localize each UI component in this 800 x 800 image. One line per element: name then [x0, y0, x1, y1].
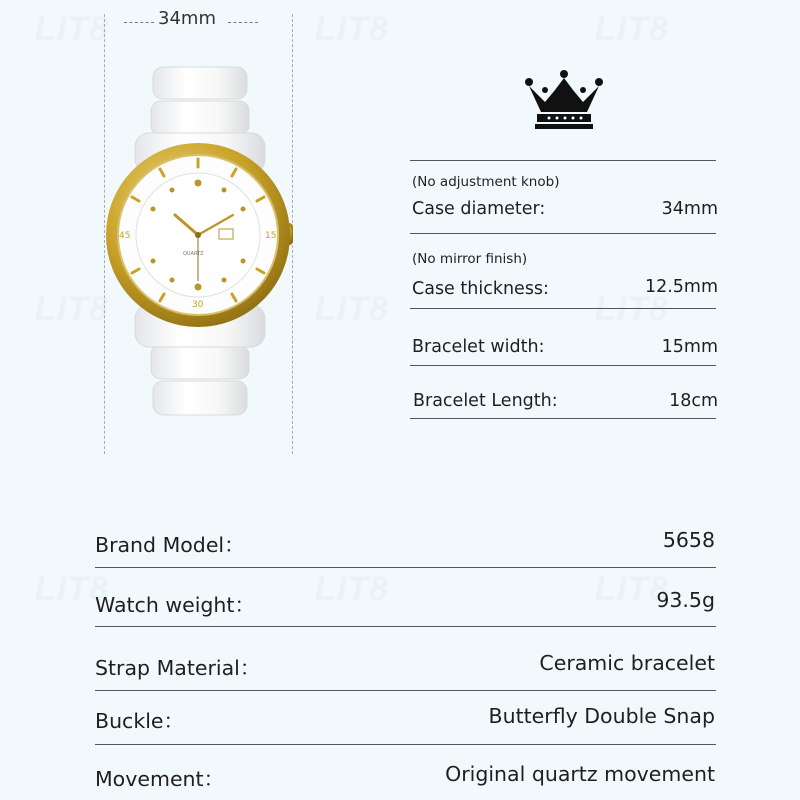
- dimension-line-right: [228, 22, 258, 23]
- divider: [95, 567, 716, 568]
- dial-text: QUARTZ: [183, 251, 204, 257]
- dimension-label: 34mm: [158, 8, 216, 29]
- spec-label: Brand Model：: [95, 533, 245, 557]
- bezel-number-15: 15: [265, 231, 277, 241]
- watch-image: [95, 55, 305, 435]
- spec-value: Original quartz movement: [445, 762, 715, 786]
- divider: [95, 690, 716, 691]
- spec-label: Buckle：: [95, 709, 185, 733]
- spec-value: 93.5g: [656, 588, 715, 612]
- spec-label: Movement：: [95, 767, 225, 791]
- spec-label: Watch weight：: [95, 593, 255, 617]
- spec-note: (No mirror finish): [412, 251, 528, 267]
- watermark-logo: LIT8: [595, 290, 669, 328]
- watermark-logo: LIT8: [315, 570, 389, 608]
- watermark-logo: LIT8: [35, 10, 109, 48]
- bezel-number-30: 30: [192, 300, 204, 310]
- spec-note: (No adjustment knob): [412, 174, 560, 190]
- watermark-logo: LIT8: [595, 10, 669, 48]
- spec-label: Case diameter:: [412, 199, 546, 219]
- spec-value: 34mm: [661, 199, 718, 219]
- spec-label: Bracelet width:: [412, 337, 545, 357]
- crown-icon: [523, 68, 605, 130]
- divider: [410, 418, 716, 419]
- divider: [410, 233, 716, 234]
- watermark-logo: LIT8: [315, 10, 389, 48]
- divider: [95, 744, 716, 745]
- spec-label: Bracelet Length:: [413, 391, 558, 411]
- divider: [95, 626, 716, 627]
- divider: [410, 308, 716, 309]
- spec-value: 15mm: [661, 337, 718, 357]
- bezel-number-45: 45: [119, 231, 131, 241]
- spec-label: Case thickness:: [412, 279, 549, 299]
- watermark-logo: LIT8: [35, 290, 109, 328]
- divider: [410, 365, 716, 366]
- spec-value: Ceramic bracelet: [539, 651, 715, 675]
- spec-value: Butterfly Double Snap: [488, 704, 715, 728]
- watermark-logo: LIT8: [35, 570, 109, 608]
- dimension-line-left: [124, 22, 154, 23]
- spec-value: 5658: [662, 528, 715, 552]
- divider: [410, 160, 716, 161]
- watermark-logo: LIT8: [595, 570, 669, 608]
- spec-value: 12.5mm: [644, 277, 718, 297]
- spec-label: Strap Material：: [95, 656, 261, 680]
- watermark-logo: LIT8: [315, 290, 389, 328]
- spec-value: 18cm: [669, 391, 718, 411]
